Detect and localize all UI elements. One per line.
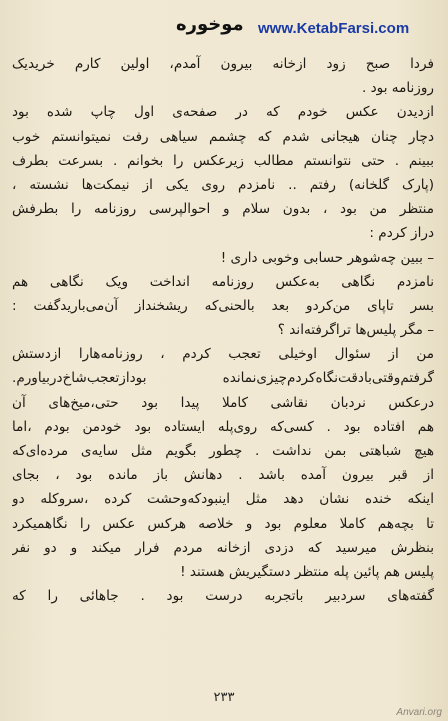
text-line: منتظر من بود ، بدون سلام و احوالپرسی روزنامه را بطرفش [12,201,434,218]
body-text [12,52,434,608]
text-line: هیچ شباهتی بمن نداشت . چطور بگویم مثل سایه‌ی مرده‌ای‌که [12,443,434,459]
text-line: پلیس هم پائین پله منتظر دستگیریش هستند ! [180,563,434,580]
text-line: از قبر بیرون آمده باشد . دهانش باز مانده بود ، بجای [12,467,434,484]
page-number: ۲۳۳ [213,690,235,705]
page-header [0,6,448,46]
text-line: ببینم . حتی نتوانستم مطالب زیرعکس را بخوانم . بسرعت بطرف [12,152,434,169]
text-line: دچار چنان هیجانی شدم که چشمم سیاهی رفت نمیتوانستم خوب [12,128,434,145]
text-line: اینکه خنده نشان دهد مثل اینبودکه‌وحشت کرده ،سروکله دو [12,491,434,508]
text-line: ازدیدن عکس خودم که در صفحه‌ی اول چاپ شده بود [12,104,434,121]
text-line: گفته‌های سردبیر باتجربه درست بود . جاهائی را که [12,588,434,605]
text-line: روزنامه بود . [361,80,434,97]
text-line: من از سئوال اوخیلی تعجب کردم ، روزنامه‌هارا ازدستش [12,346,434,363]
text-line: – ببین چه‌شوهر حسابی وخوبی داری ! [220,249,434,266]
text-line: هم افتاده بود . کسی‌که روی‌پله ایستاده بود خودمن بودم ،اما [12,418,434,435]
text-line: تا بچه‌هم کاملا معلوم بود و خلاصه هرکس عکس را نگاهمیکرد [12,515,434,532]
page-title: موخوره [176,14,244,35]
text-line: نامزدم نگاهی به‌عکس روزنامه انداخت ویک نگاهی هم [12,273,434,290]
text-line: – مگر پلیس‌ها تراگرفته‌اند ؟ [277,322,434,339]
text-line: فردا صبح زود ازخانه بیرون آمدم، اولین کارم خریدیک [12,56,434,72]
text-line: گرفتم‌وقتی‌بادقت‌نگاه‌کردم‌چیزی‌نمانده بوداز‌تعجب‌شاخ‌در‌بیاورم. [12,370,434,387]
site-url-link[interactable]: www.KetabFarsi.com [258,20,410,37]
text-line: درعکس نردبان نقاشی کاملا پیدا بود حتی،میخ‌های آن [12,394,434,411]
text-line: (پارک گلخانه) رفتم .. نامزدم روی یکی از نیمکت‌ها نشسته ، [12,176,434,193]
text-line: بسر تاپای من‌کردو بعد بالحنی‌که ریشخنداز آن‌می‌باریدگفت : [12,297,434,314]
watermark: Anvari.org [396,707,442,718]
text-line: دراز کردم : [369,225,434,242]
text-line: بنظرش میرسید که دزدی ازخانه مردم فرار میکند و دو نفر [12,539,434,556]
